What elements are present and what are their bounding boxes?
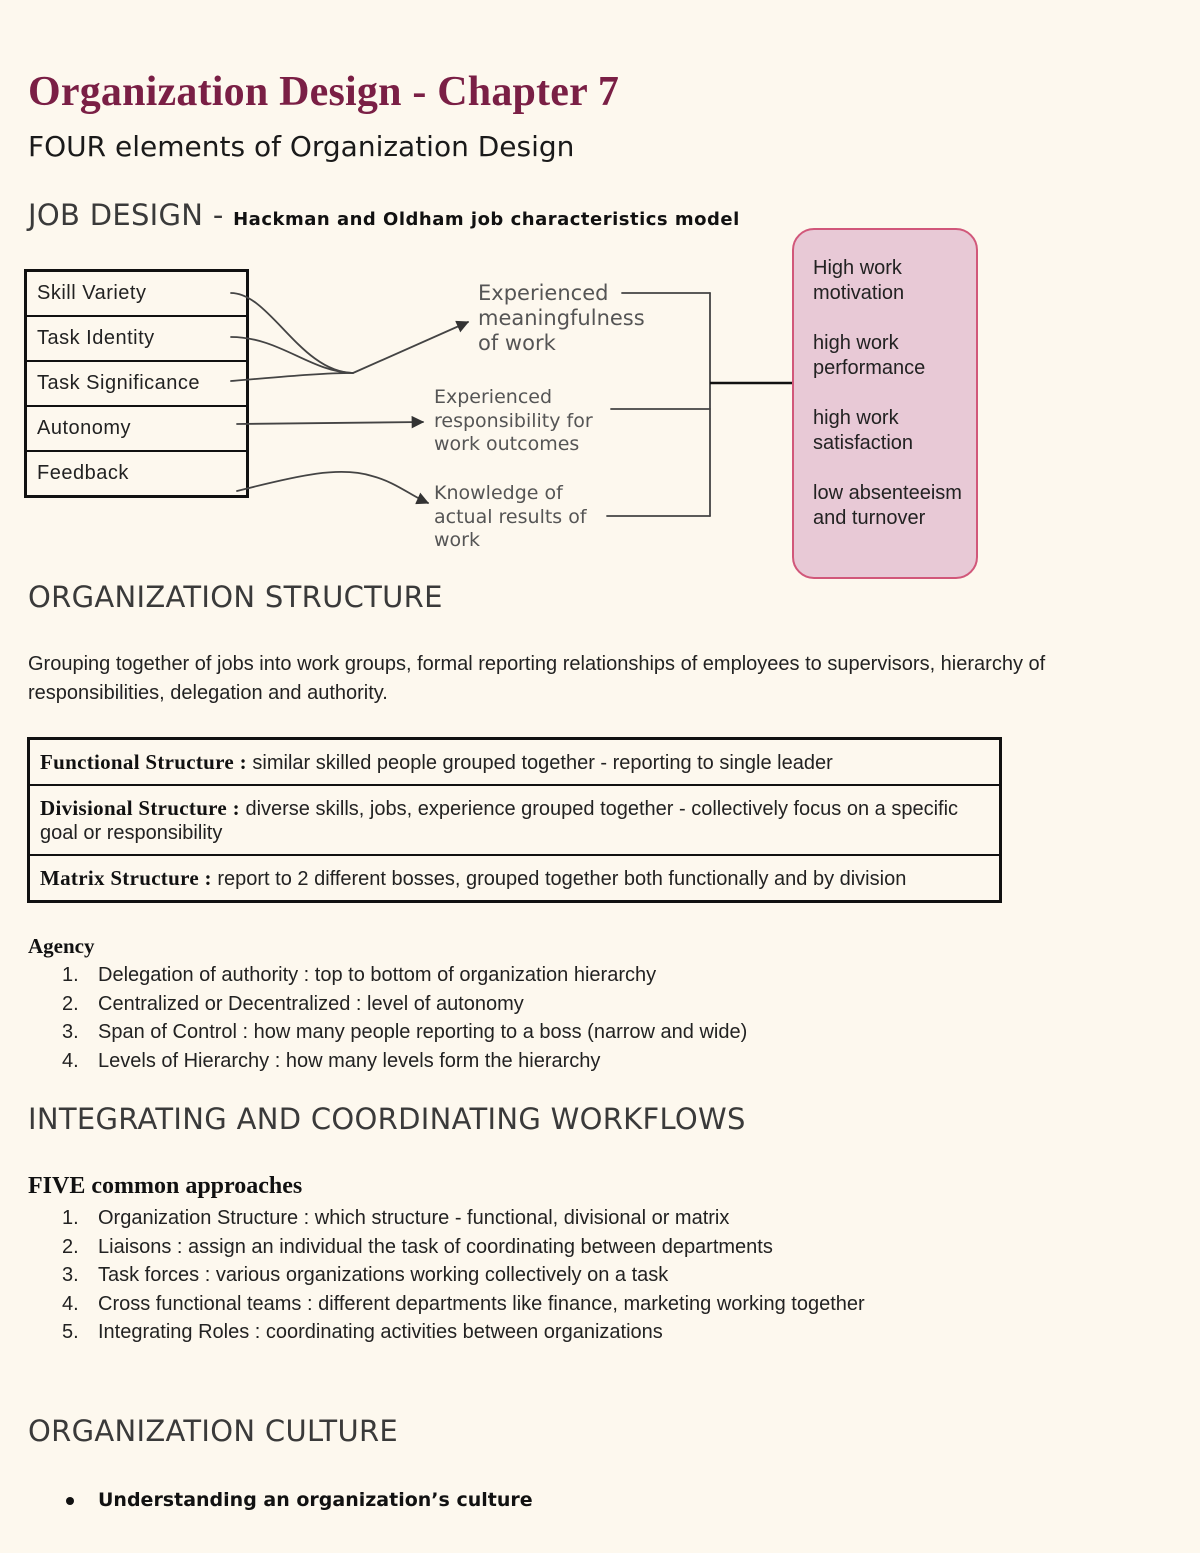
job-design-title: JOB DESIGN xyxy=(28,198,204,232)
outcome-item: high work satisfaction xyxy=(813,407,914,454)
integrating-heading: INTEGRATING AND COORDINATING WORKFLOWS xyxy=(28,1102,746,1136)
list-item: 1. Delegation of authority : top to bottom of organization hierarchy xyxy=(62,964,657,986)
job-design-separator: - xyxy=(212,198,224,232)
list-item: 1. Organization Structure : which structure - functional, divisional or matrix xyxy=(62,1207,730,1229)
state-responsibility: Experienced responsibility for work outcomes xyxy=(434,386,593,455)
bullet-text: Understanding an organization’s culture xyxy=(98,1489,533,1511)
list-item: 5. Integrating Roles : coordinating activities between organizations xyxy=(62,1321,663,1343)
page-subtitle: FOUR elements of Organization Design xyxy=(28,130,575,163)
connector-feedback xyxy=(237,472,428,503)
list-item: 3. Task forces : various organizations working collectively on a task xyxy=(62,1264,669,1286)
connector-task-identity xyxy=(231,337,353,373)
agency-heading: Agency xyxy=(28,934,95,958)
connector-skill-variety xyxy=(231,293,353,373)
list-item: 3. Span of Control : how many people reporting to a boss (narrow and wide) xyxy=(62,1021,748,1043)
table-row xyxy=(29,855,1001,902)
connector-task-significance xyxy=(231,373,353,381)
state-meaningfulness: Experienced meaningfulness of work xyxy=(478,281,645,355)
state-knowledge: Knowledge of actual results of work xyxy=(434,482,587,551)
characteristic-cell: Skill Variety xyxy=(26,271,248,317)
structure-name: Divisional Structure : xyxy=(40,796,240,820)
job-design-subheading: Hackman and Oldham job characteristics model xyxy=(233,209,740,230)
characteristic-cell: Task Significance xyxy=(26,361,248,406)
list-item: 2. Centralized or Decentralized : level of autonomy xyxy=(62,992,524,1015)
approaches-list xyxy=(28,1204,865,1347)
table-row xyxy=(29,739,1001,786)
structure-desc: diverse skills, jobs, experience grouped together - collectively focus on a specific goal or responsibility xyxy=(40,798,959,844)
org-structure-heading: ORGANIZATION STRUCTURE xyxy=(28,580,443,614)
connector-to-meaningfulness xyxy=(353,322,468,373)
list-item: 2. Liaisons : assign an individual the task of coordinating between departments xyxy=(62,1235,773,1258)
list-item: 4. Cross functional teams : different departments like finance, marketing working together xyxy=(62,1292,865,1315)
characteristic-cell: Task Identity xyxy=(26,316,248,361)
connector-autonomy xyxy=(237,422,423,424)
structure-desc: report to 2 different bosses, grouped together both functionally and by division xyxy=(211,868,907,890)
outcomes-box xyxy=(792,228,978,579)
structure-name: Matrix Structure : xyxy=(40,866,212,890)
characteristic-cell: Autonomy xyxy=(26,406,248,451)
five-approaches-heading: FIVE common approaches xyxy=(28,1173,303,1199)
structure-name: Functional Structure : xyxy=(40,750,247,774)
structure-types-table xyxy=(27,737,1002,903)
org-structure-paragraph: Grouping together of jobs into work groups, formal reporting relationships of employees to supervisors, hierarchy of responsibilities, delegation and authority. xyxy=(28,653,1046,704)
outcome-item: High work motivation xyxy=(813,257,905,304)
bullet-icon xyxy=(66,1497,74,1505)
page-title: Organization Design - Chapter 7 xyxy=(28,69,620,115)
table-row xyxy=(29,785,1001,855)
structure-desc: similar skilled people grouped together - reporting to single leader xyxy=(246,752,833,774)
outcome-item: low absenteeism and turnover xyxy=(813,482,962,529)
outcome-item: high work performance xyxy=(813,332,926,379)
agency-list xyxy=(28,961,747,1075)
list-item: 4. Levels of Hierarchy : how many levels form the hierarchy xyxy=(62,1049,601,1072)
characteristic-cell: Feedback xyxy=(26,451,248,497)
culture-heading: ORGANIZATION CULTURE xyxy=(28,1414,399,1448)
